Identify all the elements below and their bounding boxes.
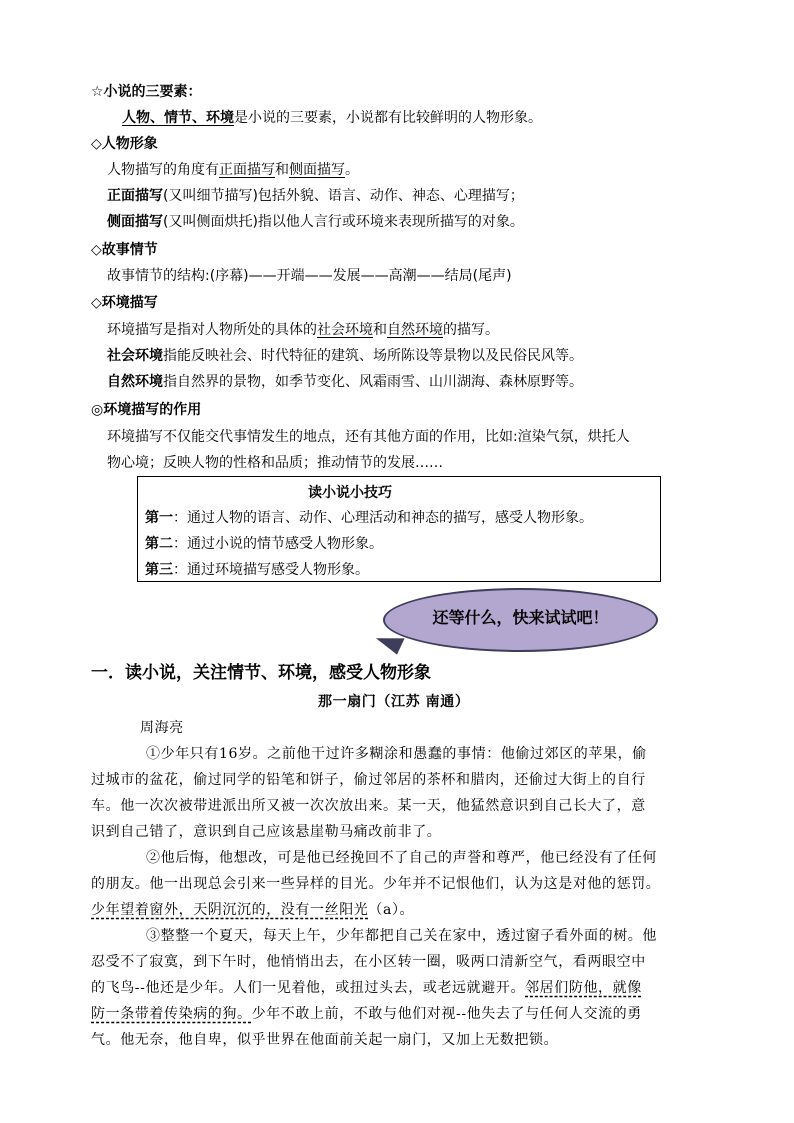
direct-description-line xyxy=(107,186,524,206)
social-environment-line xyxy=(107,346,583,366)
reading-tips-box xyxy=(137,476,661,582)
environment-heading: ◇环境描写 xyxy=(91,295,158,311)
story-p3-line-2: 忍受不了寂寞，到下午时，他悄悄出去，在小区转一圈，吸两口清新空气，看两眼空中 xyxy=(91,954,646,970)
story-p2-line-1: ②他后悔，他想改，可是他已经挽回不了自己的声誉和尊严，他已经没有了任何 xyxy=(146,850,657,866)
plot-heading: ◇故事情节 xyxy=(91,242,158,258)
social-environment-term: 社会环境 xyxy=(317,322,373,338)
character-angle-line xyxy=(107,160,359,180)
story-p1-line-1: ①少年只有16岁。之前他干过许多糊涂和愚蠢的事情：他偷过郊区的苹果，偷 xyxy=(146,746,647,762)
tip-2-text: ：通过小说的情节感受人物形象。 xyxy=(173,536,383,552)
story-p1-line-4: 识到自己错了，意识到自己应该悬崖勒马痛改前非了。 xyxy=(91,824,442,840)
environment-definition-end: 的描写。 xyxy=(443,322,499,338)
indirect-description-term: 侧面描写 xyxy=(289,162,345,178)
indirect-description-label: 侧面描写 xyxy=(107,214,163,230)
tip-3-text: ：通过环境描写感受人物形象。 xyxy=(173,562,369,578)
natural-environment-label: 自然环境 xyxy=(107,374,163,390)
environment-function-heading: ◎环境描写的作用 xyxy=(91,402,202,418)
story-p2-line-3 xyxy=(91,900,414,920)
direct-description-term: 正面描写 xyxy=(219,162,275,178)
plot-structure-line: 故事情节的结构:(序幕)——开端——发展——高潮——结局(尾声) xyxy=(107,268,512,284)
story-underlined-sentence-b-end: 防一条带着传染病的狗。 xyxy=(91,1006,252,1022)
story-p3-text: 的飞鸟--他还是少年。人们一见着他，或扭过头去，或老远就避开。 xyxy=(91,980,526,996)
three-elements-line xyxy=(122,108,542,128)
direct-description-text: (又叫细节描写)包括外貌、语言、动作、神态、心理描写； xyxy=(163,188,524,204)
story-p2-line-2: 的朋友。他一出现总会引来一些异样的目光。少年并不记恨他们，认为这是对他的惩罚。 xyxy=(91,876,661,892)
environment-definition-line xyxy=(107,320,499,340)
story-title: 那一扇门（江苏 南通） xyxy=(318,694,470,710)
indirect-description-text: (又叫侧面烘托)指以他人言行或环境来表现所描写的对象。 xyxy=(163,214,524,230)
connector-text: 和 xyxy=(275,162,289,178)
story-p3-line-1: ③整整一个夏天，每天上午，少年都把自己关在家中，透过窗子看外面的树。他 xyxy=(146,928,657,944)
story-underlined-sentence-a: 少年望着窗外，天阴沉沉的，没有一丝阳光 xyxy=(91,902,369,918)
natural-environment-term: 自然环境 xyxy=(387,322,443,338)
story-p1-line-3: 车。他一次次被带进派出所又被一次次放出来。某一天，他猛然意识到自己长大了，意 xyxy=(91,798,646,814)
environment-function-line-1: 环境描写不仅能交代事情发生的地点，还有其他方面的作用，比如:渲染气氛，烘托人 xyxy=(107,429,630,445)
three-elements-term: 人物、情节、环境 xyxy=(122,110,234,126)
social-environment-label: 社会环境 xyxy=(107,348,163,364)
tip-1-text: ：通过人物的语言、动作、心理活动和神态的描写，感受人物形象。 xyxy=(173,510,593,526)
section-heading: 一．读小说，关注情节、环境，感受人物形象 xyxy=(91,663,431,683)
three-elements-heading: ☆小说的三要素： xyxy=(91,84,202,100)
indirect-description-line xyxy=(107,212,524,232)
three-elements-text: 是小说的三要素，小说都有比较鲜明的人物形象。 xyxy=(234,110,542,126)
social-environment-text: 指能反映社会、时代特征的建筑、场所陈设等景物以及民俗民风等。 xyxy=(163,348,583,364)
environment-definition-text: 环境描写是指对人物所处的具体的 xyxy=(107,322,317,338)
speech-bubble-text: 还等什么，快来试试吧！ xyxy=(432,608,609,627)
natural-environment-text: 指自然界的景物，如季节变化、风霜雨雪、山川湖海、森林原野等。 xyxy=(163,374,583,390)
story-p1-line-2: 过城市的盆花，偷过同学的铅笔和饼子，偷过邻居的茶杯和腊肉，还偷过大街上的自行 xyxy=(91,772,646,788)
direct-description-label: 正面描写 xyxy=(107,188,163,204)
story-p3-line-5: 气。他无奈，他自卑，似乎世界在他面前关起一扇门，又加上无数把锁。 xyxy=(91,1032,559,1048)
tip-1-label: 第一 xyxy=(145,510,173,526)
story-p3-line-4 xyxy=(91,1004,642,1024)
environment-function-line-2: 物心境；反映人物的性格和品质；推动情节的发展…… xyxy=(107,455,443,471)
tip-2-label: 第二 xyxy=(145,536,173,552)
reading-tip-1 xyxy=(145,508,593,528)
natural-environment-line xyxy=(107,372,583,392)
tip-3-label: 第三 xyxy=(145,562,173,578)
reading-tip-3 xyxy=(145,560,369,580)
period-text: 。 xyxy=(345,162,359,178)
reading-tips-title: 读小说小技巧 xyxy=(308,485,392,501)
reading-tip-2 xyxy=(145,534,383,554)
story-p3-line-3 xyxy=(91,978,642,998)
story-marker-a: （a）。 xyxy=(368,902,415,918)
story-p3-text-cont: 少年不敢上前，不敢与他们对视--他失去了与任何人交流的勇 xyxy=(251,1006,642,1022)
character-heading: ◇人物形象 xyxy=(91,136,158,152)
connector-text: 和 xyxy=(373,322,387,338)
story-underlined-sentence-b-start: 邻居们防他，就像 xyxy=(525,980,642,996)
story-author: 周海亮 xyxy=(140,720,184,736)
character-angle-text: 人物描写的角度有 xyxy=(107,162,219,178)
